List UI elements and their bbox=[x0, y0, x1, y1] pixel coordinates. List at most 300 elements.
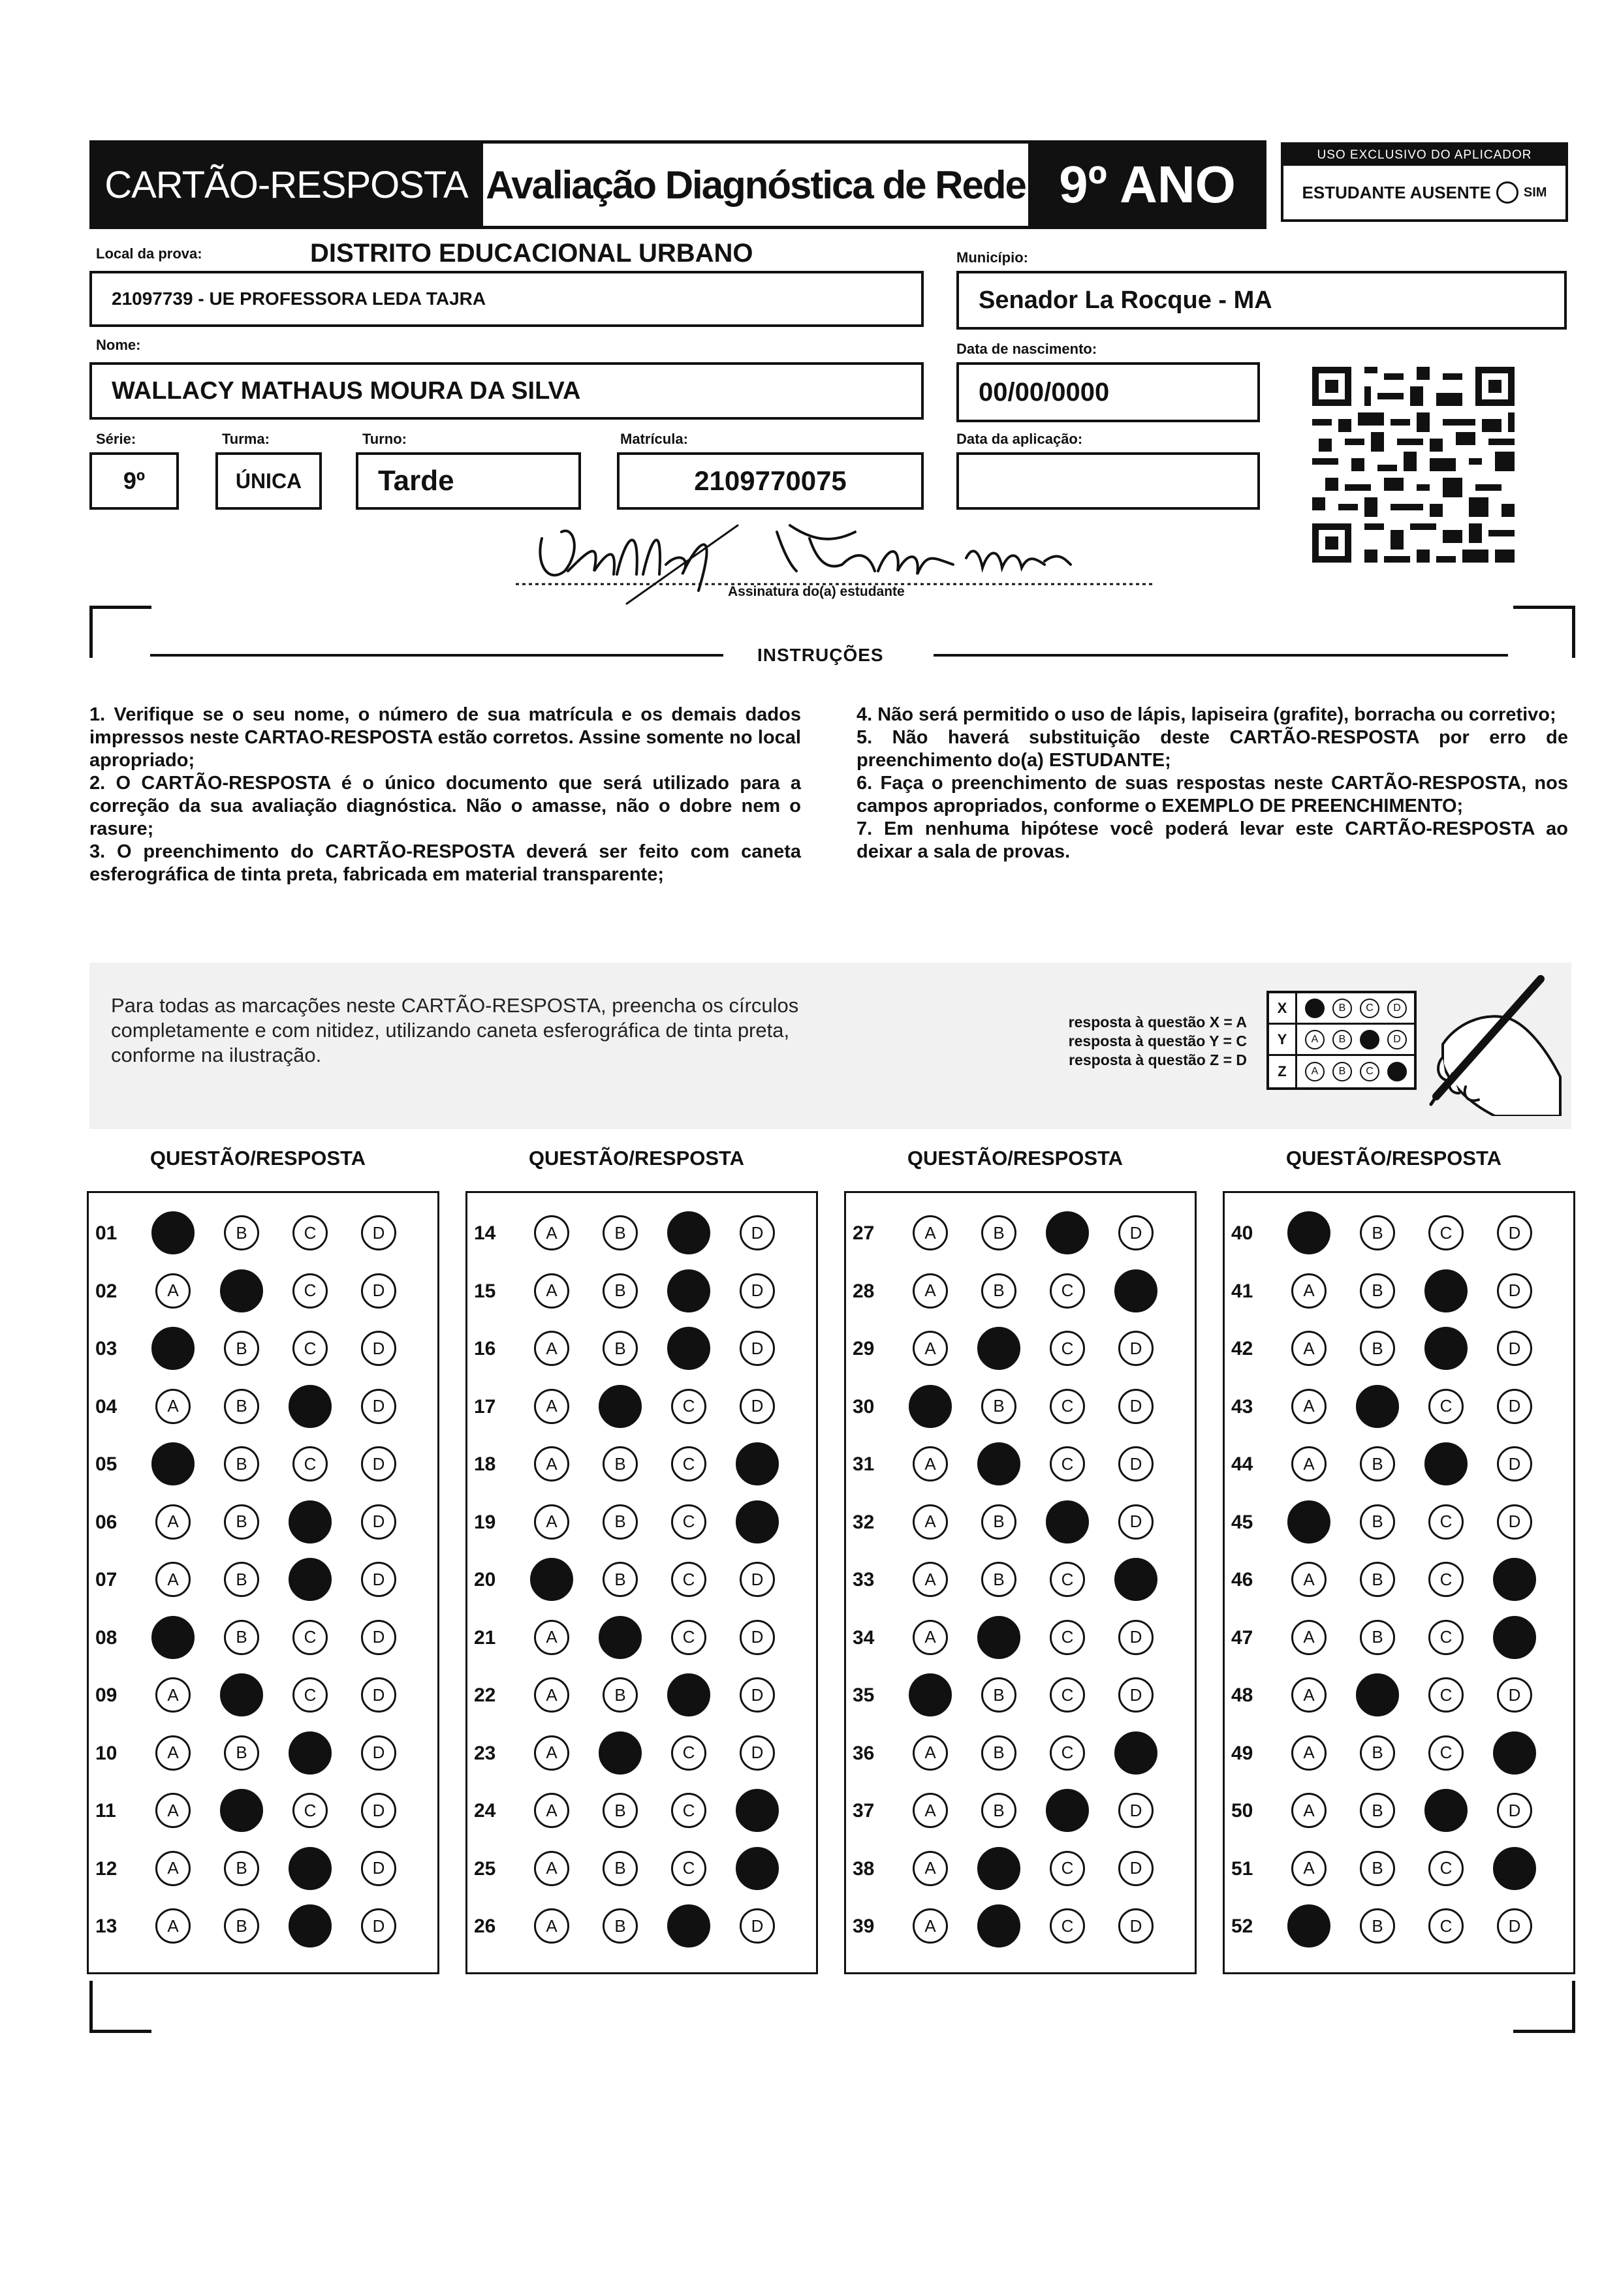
bubble-letter: D bbox=[1129, 1280, 1142, 1300]
bubble-letter: A bbox=[924, 1512, 936, 1531]
answer-bubble-c[interactable] bbox=[671, 1620, 706, 1655]
bubble-letter: A bbox=[167, 1684, 179, 1705]
answer-bubble-c[interactable] bbox=[1050, 1273, 1085, 1309]
answer-bubble-b[interactable] bbox=[599, 1616, 642, 1659]
answer-bubble-b[interactable] bbox=[603, 1215, 638, 1250]
answer-bubble-c[interactable] bbox=[292, 1793, 328, 1828]
answer-bubble-c[interactable] bbox=[289, 1731, 332, 1775]
answer-bubble-d[interactable] bbox=[736, 1442, 779, 1485]
answer-bubble-c[interactable] bbox=[1424, 1789, 1468, 1832]
answer-bubble-c[interactable] bbox=[289, 1558, 332, 1601]
answer-bubble-a[interactable] bbox=[1291, 1562, 1327, 1597]
answer-bubble-b[interactable] bbox=[1360, 1620, 1395, 1655]
answer-bubble-b[interactable] bbox=[1356, 1385, 1399, 1428]
question-row bbox=[467, 1435, 816, 1493]
bubble-letter: B bbox=[1372, 1280, 1383, 1300]
answer-bubble-c[interactable] bbox=[1428, 1562, 1464, 1597]
answer-bubble-c[interactable] bbox=[1046, 1500, 1089, 1544]
answer-bubble-c[interactable] bbox=[1424, 1442, 1468, 1485]
answer-bubble-a[interactable] bbox=[534, 1389, 569, 1424]
answer-bubble-d[interactable] bbox=[1118, 1851, 1154, 1886]
answer-bubble-d[interactable] bbox=[1497, 1215, 1532, 1250]
question-row bbox=[467, 1262, 816, 1320]
answer-bubble-c[interactable] bbox=[1050, 1908, 1085, 1944]
answer-bubble-b[interactable] bbox=[981, 1389, 1016, 1424]
answer-bubble-c[interactable] bbox=[289, 1500, 332, 1544]
answer-bubble-a[interactable] bbox=[155, 1735, 191, 1771]
answer-bubble-d[interactable] bbox=[361, 1389, 396, 1424]
answer-bubble-d[interactable] bbox=[1497, 1793, 1532, 1828]
bubble-letter: C bbox=[1439, 1569, 1453, 1589]
bubble-letter: B bbox=[236, 1800, 247, 1820]
answer-bubble-b[interactable] bbox=[224, 1331, 259, 1366]
answer-bubble-c[interactable] bbox=[292, 1677, 328, 1713]
bubble-letter: A bbox=[546, 1800, 558, 1820]
bubble-letter: C bbox=[1061, 1280, 1074, 1300]
bubble-letter: C bbox=[1061, 1569, 1074, 1589]
answer-bubble-b[interactable] bbox=[981, 1562, 1016, 1597]
answer-bubble-a[interactable] bbox=[913, 1735, 948, 1771]
answer-bubble-b[interactable] bbox=[603, 1446, 638, 1482]
answer-bubble-a[interactable] bbox=[530, 1558, 573, 1601]
answer-bubble-a[interactable] bbox=[1291, 1793, 1327, 1828]
answer-bubble-d[interactable] bbox=[1118, 1793, 1154, 1828]
bubble-letter: B bbox=[614, 1222, 626, 1243]
answer-bubble-c[interactable] bbox=[1428, 1215, 1464, 1250]
answer-bubble-d[interactable] bbox=[740, 1620, 775, 1655]
question-number: 10 bbox=[95, 1742, 118, 1764]
answer-bubble-a[interactable] bbox=[1291, 1273, 1327, 1309]
answer-bubble-c[interactable] bbox=[667, 1904, 710, 1947]
answer-bubble-c[interactable] bbox=[671, 1793, 706, 1828]
answer-bubble-b[interactable] bbox=[977, 1442, 1020, 1485]
bubble-letter: D bbox=[372, 1916, 385, 1936]
answer-bubble-a[interactable] bbox=[913, 1504, 948, 1540]
answer-bubble-d[interactable] bbox=[1118, 1215, 1154, 1250]
answer-bubble-c[interactable] bbox=[671, 1389, 706, 1424]
bubble-letter: D bbox=[372, 1222, 385, 1243]
question-number: 34 bbox=[853, 1626, 875, 1649]
answer-bubble-d[interactable] bbox=[736, 1500, 779, 1544]
answer-bubble-a[interactable] bbox=[151, 1327, 195, 1370]
bubble-letter: C bbox=[682, 1569, 695, 1589]
answer-bubble-d[interactable] bbox=[1493, 1847, 1536, 1890]
bubble-letter: D bbox=[1129, 1453, 1142, 1474]
answer-bubble-b[interactable] bbox=[220, 1789, 263, 1832]
answer-bubble-b[interactable] bbox=[981, 1273, 1016, 1309]
serie-field[interactable] bbox=[89, 452, 179, 510]
question-number: 28 bbox=[853, 1280, 875, 1302]
bubble-letter: C bbox=[304, 1453, 317, 1474]
bubble-letter: D bbox=[372, 1800, 385, 1820]
bubble-letter: C bbox=[1439, 1453, 1453, 1474]
answer-bubble-d[interactable] bbox=[361, 1735, 396, 1771]
answer-bubble-d[interactable] bbox=[1118, 1504, 1154, 1540]
answer-bubble-a[interactable] bbox=[155, 1562, 191, 1597]
question-number: 36 bbox=[853, 1742, 875, 1764]
bubble-letter: D bbox=[1129, 1627, 1142, 1647]
answer-bubble-c[interactable] bbox=[292, 1446, 328, 1482]
answer-bubble-b[interactable] bbox=[220, 1673, 263, 1716]
answer-bubble-d[interactable] bbox=[1493, 1731, 1536, 1775]
answer-bubble-a[interactable] bbox=[913, 1851, 948, 1886]
answer-bubble-a[interactable] bbox=[534, 1908, 569, 1944]
answer-bubble-d[interactable] bbox=[1118, 1446, 1154, 1482]
example-bubble-d: D bbox=[1387, 999, 1407, 1018]
answer-bubble-d[interactable] bbox=[1497, 1908, 1532, 1944]
bubble-letter: C bbox=[682, 1684, 695, 1705]
answer-bubble-b[interactable] bbox=[1360, 1735, 1395, 1771]
answer-bubble-a[interactable] bbox=[534, 1735, 569, 1771]
answer-bubble-c[interactable] bbox=[1050, 1620, 1085, 1655]
answer-bubble-a[interactable] bbox=[151, 1616, 195, 1659]
answer-bubble-d[interactable] bbox=[361, 1215, 396, 1250]
answer-bubble-b[interactable] bbox=[981, 1793, 1016, 1828]
answer-bubble-b[interactable] bbox=[981, 1215, 1016, 1250]
question-number: 07 bbox=[95, 1569, 118, 1590]
bubble-letter: B bbox=[1372, 1569, 1383, 1589]
answer-bubble-a[interactable] bbox=[1291, 1331, 1327, 1366]
answer-bubble-b[interactable] bbox=[599, 1385, 642, 1428]
bubble-letter: C bbox=[304, 1684, 317, 1705]
answer-bubble-c[interactable] bbox=[1428, 1504, 1464, 1540]
question-row bbox=[1225, 1493, 1573, 1551]
answer-bubble-d[interactable] bbox=[361, 1446, 396, 1482]
bubble-letter: B bbox=[236, 1569, 247, 1589]
answer-bubble-a[interactable] bbox=[534, 1215, 569, 1250]
answer-bubble-a[interactable] bbox=[151, 1442, 195, 1485]
bubble-letter: B bbox=[236, 1396, 247, 1416]
example-row bbox=[1269, 1025, 1414, 1056]
answer-bubble-a[interactable] bbox=[913, 1562, 948, 1597]
answer-bubble-d[interactable] bbox=[1118, 1620, 1154, 1655]
bubble-letter: D bbox=[1129, 1338, 1142, 1358]
question-number: 29 bbox=[853, 1338, 875, 1359]
answer-bubble-d[interactable] bbox=[1497, 1677, 1532, 1713]
example-bubble-b: B bbox=[1332, 1062, 1352, 1081]
answer-bubble-a[interactable] bbox=[534, 1793, 569, 1828]
answer-bubble-c[interactable] bbox=[667, 1673, 710, 1716]
question-row bbox=[467, 1724, 816, 1782]
question-row bbox=[846, 1204, 1195, 1262]
answer-bubble-b[interactable] bbox=[603, 1908, 638, 1944]
answer-bubble-b[interactable] bbox=[1360, 1562, 1395, 1597]
answer-bubble-c[interactable] bbox=[292, 1273, 328, 1309]
answer-bubble-b[interactable] bbox=[1360, 1331, 1395, 1366]
bubble-letter: C bbox=[682, 1280, 695, 1300]
aplicacao-field[interactable] bbox=[956, 452, 1260, 510]
answer-bubble-c[interactable] bbox=[671, 1504, 706, 1540]
answer-bubble-d[interactable] bbox=[1114, 1558, 1157, 1601]
answer-bubble-a[interactable] bbox=[155, 1851, 191, 1886]
answer-bubble-c[interactable] bbox=[1046, 1211, 1089, 1254]
bubble-letter: D bbox=[751, 1627, 764, 1647]
turno-field[interactable] bbox=[356, 452, 581, 510]
question-row bbox=[467, 1840, 816, 1897]
question-row bbox=[89, 1262, 437, 1320]
answer-bubble-b[interactable] bbox=[224, 1851, 259, 1886]
answer-bubble-c[interactable] bbox=[1428, 1677, 1464, 1713]
answer-bubble-a[interactable] bbox=[534, 1446, 569, 1482]
answer-bubble-b[interactable] bbox=[224, 1620, 259, 1655]
bubble-letter: B bbox=[614, 1512, 626, 1531]
answer-bubble-b[interactable] bbox=[603, 1793, 638, 1828]
answer-bubble-b[interactable] bbox=[977, 1904, 1020, 1947]
bubble-letter: A bbox=[924, 1800, 936, 1820]
answer-bubble-b[interactable] bbox=[981, 1735, 1016, 1771]
answer-bubble-c[interactable] bbox=[671, 1851, 706, 1886]
answer-bubble-d[interactable] bbox=[361, 1908, 396, 1944]
answer-bubble-d[interactable] bbox=[1118, 1908, 1154, 1944]
answer-bubble-a[interactable] bbox=[913, 1215, 948, 1250]
question-row bbox=[89, 1378, 437, 1435]
answer-bubble-d[interactable] bbox=[740, 1562, 775, 1597]
answer-bubble-a[interactable] bbox=[534, 1504, 569, 1540]
answer-bubble-c[interactable] bbox=[667, 1327, 710, 1370]
turma-field[interactable] bbox=[215, 452, 322, 510]
answer-bubble-b[interactable] bbox=[224, 1215, 259, 1250]
answer-bubble-d[interactable] bbox=[1497, 1389, 1532, 1424]
answer-bubble-a[interactable] bbox=[909, 1673, 952, 1716]
answer-bubble-b[interactable] bbox=[1360, 1504, 1395, 1540]
nome-field[interactable] bbox=[89, 362, 924, 420]
answer-bubble-a[interactable] bbox=[155, 1677, 191, 1713]
answer-bubble-d[interactable] bbox=[740, 1273, 775, 1309]
answer-bubble-c[interactable] bbox=[1428, 1851, 1464, 1886]
column-header: QUESTÃO/RESPOSTA bbox=[149, 1147, 366, 1170]
matricula-field[interactable] bbox=[617, 452, 924, 510]
answer-bubble-d[interactable] bbox=[1497, 1446, 1532, 1482]
answer-bubble-d[interactable] bbox=[361, 1677, 396, 1713]
answer-bubble-d[interactable] bbox=[740, 1908, 775, 1944]
answer-bubble-a[interactable] bbox=[155, 1389, 191, 1424]
answer-bubble-c[interactable] bbox=[289, 1847, 332, 1890]
answer-bubble-c[interactable] bbox=[1428, 1908, 1464, 1944]
answer-bubble-a[interactable] bbox=[534, 1851, 569, 1886]
answer-bubble-a[interactable] bbox=[1291, 1446, 1327, 1482]
bubble-letter: A bbox=[1303, 1338, 1315, 1358]
bubble-letter: B bbox=[236, 1512, 247, 1531]
answer-bubble-c[interactable] bbox=[1046, 1789, 1089, 1832]
nascimento-field[interactable] bbox=[956, 362, 1260, 422]
answer-bubble-b[interactable] bbox=[977, 1616, 1020, 1659]
question-number: 14 bbox=[474, 1222, 496, 1244]
answer-bubble-a[interactable] bbox=[1291, 1677, 1327, 1713]
answer-bubble-c[interactable] bbox=[1050, 1735, 1085, 1771]
answer-bubble-d[interactable] bbox=[1497, 1331, 1532, 1366]
municipio-field[interactable] bbox=[956, 271, 1567, 330]
answer-bubble-c[interactable] bbox=[1428, 1735, 1464, 1771]
answer-bubble-d[interactable] bbox=[1497, 1504, 1532, 1540]
answer-bubble-c[interactable] bbox=[1050, 1562, 1085, 1597]
answer-bubble-c[interactable] bbox=[1050, 1389, 1085, 1424]
question-row bbox=[846, 1840, 1195, 1897]
answer-bubble-a[interactable] bbox=[1287, 1211, 1330, 1254]
answer-bubble-c[interactable] bbox=[292, 1215, 328, 1250]
question-row bbox=[846, 1435, 1195, 1493]
answer-bubble-c[interactable] bbox=[671, 1562, 706, 1597]
question-number: 31 bbox=[853, 1453, 875, 1475]
answer-bubble-a[interactable] bbox=[913, 1446, 948, 1482]
answer-bubble-c[interactable] bbox=[671, 1446, 706, 1482]
bubble-letter: B bbox=[236, 1453, 247, 1474]
answer-bubble-b[interactable] bbox=[1360, 1908, 1395, 1944]
answer-bubble-d[interactable] bbox=[361, 1562, 396, 1597]
bubble-letter: A bbox=[546, 1512, 558, 1531]
answer-bubble-d[interactable] bbox=[740, 1735, 775, 1771]
answer-bubble-a[interactable] bbox=[155, 1273, 191, 1309]
bubble-letter: B bbox=[236, 1222, 247, 1243]
answer-bubble-d[interactable] bbox=[740, 1677, 775, 1713]
answer-bubble-b[interactable] bbox=[1360, 1446, 1395, 1482]
answer-bubble-a[interactable] bbox=[155, 1793, 191, 1828]
answer-bubble-b[interactable] bbox=[1360, 1215, 1395, 1250]
question-row bbox=[467, 1782, 816, 1839]
answer-bubble-a[interactable] bbox=[1287, 1904, 1330, 1947]
answer-bubble-c[interactable] bbox=[289, 1904, 332, 1947]
answer-bubble-d[interactable] bbox=[1118, 1677, 1154, 1713]
answer-bubble-b[interactable] bbox=[1360, 1793, 1395, 1828]
answer-bubble-c[interactable] bbox=[1050, 1677, 1085, 1713]
answer-bubble-a[interactable] bbox=[1291, 1851, 1327, 1886]
bubble-letter: C bbox=[304, 1512, 317, 1531]
answer-bubble-b[interactable] bbox=[603, 1562, 638, 1597]
answer-bubble-c[interactable] bbox=[1428, 1620, 1464, 1655]
bubble-letter: A bbox=[167, 1280, 179, 1300]
answer-bubble-d[interactable] bbox=[740, 1389, 775, 1424]
answer-bubble-b[interactable] bbox=[224, 1735, 259, 1771]
answer-bubble-c[interactable] bbox=[292, 1331, 328, 1366]
answer-bubble-d[interactable] bbox=[1497, 1273, 1532, 1309]
answer-bubble-a[interactable] bbox=[155, 1908, 191, 1944]
answer-bubble-b[interactable] bbox=[603, 1504, 638, 1540]
question-number: 48 bbox=[1231, 1684, 1253, 1706]
answer-bubble-b[interactable] bbox=[1360, 1851, 1395, 1886]
answer-bubble-a[interactable] bbox=[534, 1273, 569, 1309]
answer-bubble-d[interactable] bbox=[740, 1215, 775, 1250]
answer-bubble-c[interactable] bbox=[1050, 1331, 1085, 1366]
answer-bubble-d[interactable] bbox=[740, 1331, 775, 1366]
answer-bubble-a[interactable] bbox=[1287, 1500, 1330, 1544]
answer-bubble-b[interactable] bbox=[603, 1851, 638, 1886]
answer-bubble-b[interactable] bbox=[224, 1562, 259, 1597]
answer-bubble-b[interactable] bbox=[220, 1269, 263, 1312]
answer-bubble-d[interactable] bbox=[1118, 1389, 1154, 1424]
answer-bubble-d[interactable] bbox=[361, 1331, 396, 1366]
answer-bubble-a[interactable] bbox=[913, 1620, 948, 1655]
bubble-letter: C bbox=[1439, 1512, 1453, 1531]
answer-bubble-d[interactable] bbox=[361, 1620, 396, 1655]
bubble-letter: B bbox=[993, 1627, 1005, 1647]
bubble-letter: B bbox=[236, 1743, 247, 1762]
answer-bubble-d[interactable] bbox=[361, 1851, 396, 1886]
answer-bubble-b[interactable] bbox=[603, 1677, 638, 1713]
answer-bubble-c[interactable] bbox=[667, 1269, 710, 1312]
bubble-letter: B bbox=[1372, 1222, 1383, 1243]
answer-bubble-a[interactable] bbox=[1291, 1735, 1327, 1771]
answer-bubble-a[interactable] bbox=[534, 1620, 569, 1655]
bubble-letter: B bbox=[1372, 1858, 1383, 1878]
answer-bubble-d[interactable] bbox=[1114, 1269, 1157, 1312]
bubble-letter: C bbox=[304, 1916, 317, 1936]
question-number: 13 bbox=[95, 1916, 118, 1937]
question-row bbox=[89, 1840, 437, 1897]
bubble-letter: D bbox=[751, 1569, 764, 1589]
school-field[interactable] bbox=[89, 271, 924, 327]
bubble-letter: D bbox=[1129, 1916, 1142, 1936]
answer-bubble-c[interactable] bbox=[1050, 1446, 1085, 1482]
answer-bubble-a[interactable] bbox=[913, 1908, 948, 1944]
answer-bubble-a[interactable] bbox=[913, 1793, 948, 1828]
answer-bubble-c[interactable] bbox=[289, 1385, 332, 1428]
bubble-letter: C bbox=[1061, 1453, 1074, 1474]
answer-bubble-b[interactable] bbox=[981, 1677, 1016, 1713]
answer-bubble-d[interactable] bbox=[361, 1504, 396, 1540]
answer-bubble-b[interactable] bbox=[1356, 1673, 1399, 1716]
bubble-letter: D bbox=[751, 1916, 764, 1936]
answer-bubble-d[interactable] bbox=[1118, 1331, 1154, 1366]
instruction-6: 6. Faça o preenchimento de suas respostas neste CARTÃO-RESPOSTA, nos campos apropriados, conforme o EXEMPLO DE PREENCHIMENTO; bbox=[857, 773, 1568, 816]
answer-bubble-a[interactable] bbox=[534, 1331, 569, 1366]
bubble-letter: A bbox=[546, 1569, 558, 1589]
answer-bubble-a[interactable] bbox=[151, 1211, 195, 1254]
answer-bubble-b[interactable] bbox=[224, 1446, 259, 1482]
answer-bubble-c[interactable] bbox=[1050, 1851, 1085, 1886]
answer-bubble-b[interactable] bbox=[599, 1731, 642, 1775]
absent-checkbox[interactable] bbox=[1496, 181, 1518, 204]
answer-bubble-b[interactable] bbox=[977, 1327, 1020, 1370]
answer-bubble-c[interactable] bbox=[667, 1211, 710, 1254]
answer-bubble-a[interactable] bbox=[1291, 1620, 1327, 1655]
answer-bubble-b[interactable] bbox=[603, 1273, 638, 1309]
answer-bubble-d[interactable] bbox=[361, 1793, 396, 1828]
answer-bubble-d[interactable] bbox=[1114, 1731, 1157, 1775]
fill-instruction: Para todas as marcações neste CARTÃO-RESPOSTA, preencha os círculos completamente e com nitidez, utilizando caneta esferográfica de tinta preta, conforme na ilustração. bbox=[111, 994, 799, 1066]
answer-bubble-a[interactable] bbox=[913, 1273, 948, 1309]
answer-bubble-a[interactable] bbox=[534, 1677, 569, 1713]
answer-bubble-d[interactable] bbox=[736, 1847, 779, 1890]
answer-bubble-d[interactable] bbox=[1493, 1558, 1536, 1601]
answer-bubble-a[interactable] bbox=[913, 1331, 948, 1366]
answer-bubble-c[interactable] bbox=[1424, 1327, 1468, 1370]
answer-bubble-d[interactable] bbox=[1493, 1616, 1536, 1659]
question-row bbox=[1225, 1609, 1573, 1666]
answer-bubble-b[interactable] bbox=[977, 1847, 1020, 1890]
answer-bubble-c[interactable] bbox=[671, 1735, 706, 1771]
answer-bubble-b[interactable] bbox=[981, 1504, 1016, 1540]
instructions-right bbox=[857, 704, 1568, 863]
answer-bubble-b[interactable] bbox=[224, 1908, 259, 1944]
answer-bubble-c[interactable] bbox=[1428, 1389, 1464, 1424]
answer-bubble-d[interactable] bbox=[361, 1273, 396, 1309]
example-bubble-d: D bbox=[1387, 1030, 1407, 1049]
answer-bubble-b[interactable] bbox=[224, 1504, 259, 1540]
answer-bubble-c[interactable] bbox=[292, 1620, 328, 1655]
answer-bubble-d[interactable] bbox=[736, 1789, 779, 1832]
bubble-letter: A bbox=[1303, 1453, 1315, 1474]
answer-bubble-a[interactable] bbox=[1291, 1389, 1327, 1424]
answer-bubble-a[interactable] bbox=[155, 1504, 191, 1540]
answer-bubble-a[interactable] bbox=[909, 1385, 952, 1428]
example-bubble-d bbox=[1387, 1062, 1407, 1081]
answer-bubble-b[interactable] bbox=[224, 1389, 259, 1424]
answer-bubble-b[interactable] bbox=[603, 1331, 638, 1366]
bubble-letter: B bbox=[1372, 1916, 1383, 1936]
answer-bubble-c[interactable] bbox=[1424, 1269, 1468, 1312]
answer-bubble-b[interactable] bbox=[1360, 1273, 1395, 1309]
example-bubble-b: B bbox=[1332, 999, 1352, 1018]
bubble-letter: A bbox=[546, 1858, 558, 1878]
